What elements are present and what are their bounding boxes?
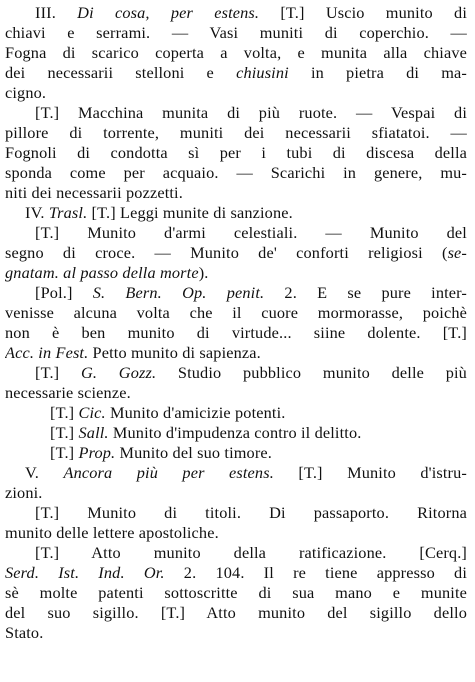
text-line: [T.] Munito d'armi celestiali. — Munito del [35,223,467,242]
text-line: Fogna di scarico coperta a volta, e munita alla chiave [5,43,467,62]
text-line: munito delle lettere apostoliche. [5,523,219,542]
text-line: Stato. [5,623,44,642]
text-line: dei necessarii stelloni e chiusini in pietra di ma- [5,63,467,82]
text-line: [T.] Atto munito della ratificazione. [Cerq.] [35,543,467,562]
text-line: pillore di torrente, muniti dei necessarii sfiatatoi. — [5,123,467,142]
text-line: non è ben munito di virtude... siine dolente. [T.] [5,323,467,342]
text-line: [T.] Munito di titoli. Di passaporto. Ritorna [35,503,467,522]
text-line: Acc. in Fest. Petto munito di sapienza. [5,343,261,362]
text-line: V. Ancora più per estens. [T.] Munito d'istru- [25,463,467,482]
text-line: Fognoli di condotta sì per i tubi di discesa della [5,143,467,162]
text-line: gnatam. al passo della morte). [5,263,209,282]
text-line: [T.] Cic. Munito d'amicizie potenti. [50,403,286,422]
text-line: necessarie scienze. [5,383,131,402]
text-line: Serd. Ist. Ind. Or. 2. 104. Il re tiene appresso di [5,563,467,582]
text-line: venisse alcuna volta che il cuore mormorasse, poichè [5,303,467,322]
text-line: zioni. [5,483,43,502]
text-line: [Pol.] S. Bern. Op. penit. 2. E se pure inter- [35,283,467,302]
text-line: chiavi e serrami. — Vasi muniti di coperchio. — [5,23,467,42]
text-line: [T.] Sall. Munito d'impudenza contro il delitto. [50,423,362,442]
text-line: sponda come per acquaio. — Scarichi in genere, mu- [5,163,467,182]
text-line: cigno. [5,83,47,102]
text-line: IV. Trasl. [T.] Leggi munite di sanzione. [25,203,293,222]
text-line: III. Di cosa, per estens. [T.] Uscio munito di [35,3,467,22]
text-line: [T.] Prop. Munito del suo timore. [50,443,273,462]
text-line: niti dei necessarii pozzetti. [5,183,183,202]
text-line: sè molte patenti sottoscritte di sua mano e munite [5,583,467,602]
text-line: [T.] G. Gozz. Studio pubblico munito delle più [35,363,467,382]
text-line: del suo sigillo. [T.] Atto munito del sigillo dello [5,603,467,622]
entry-text-body [5,3,467,643]
text-line: segno di croce. — Munito de' conforti religiosi (se- [5,243,467,262]
text-line: [T.] Macchina munita di più ruote. — Vespai di [35,103,467,122]
